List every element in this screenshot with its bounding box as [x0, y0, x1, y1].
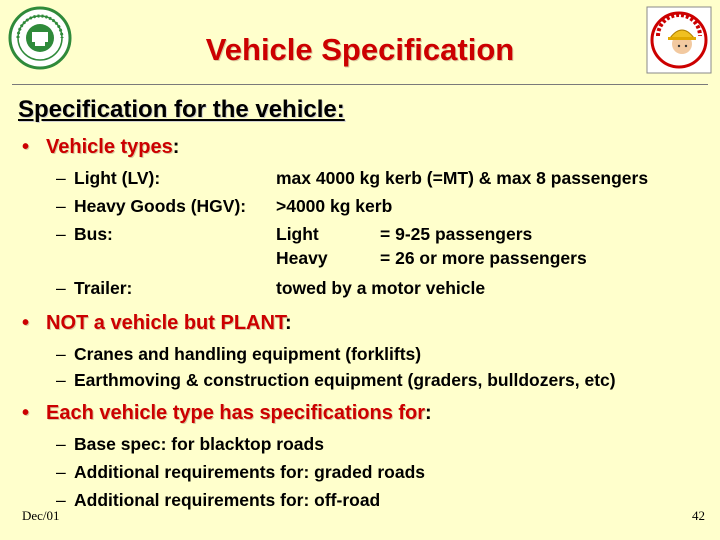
spec-item: Additional requirements for: off-road	[74, 490, 381, 510]
slide-title: Vehicle Specification	[205, 32, 515, 67]
dash-marker: –	[56, 196, 66, 216]
bullet-specifications	[22, 402, 432, 425]
page-number: 42	[692, 508, 705, 523]
dash-marker: –	[56, 168, 66, 188]
vehicle-type-label: Heavy Goods (HGV):	[74, 196, 247, 216]
bus-class-value: = 9-25 passengers	[380, 224, 533, 244]
vehicle-type-label: Light (LV):	[74, 168, 161, 188]
bullet-colon: :	[284, 312, 292, 334]
footer-date: Dec/01	[22, 508, 60, 523]
bus-class-value: = 26 or more passengers	[380, 248, 587, 268]
bullet-colon: :	[425, 402, 432, 424]
bullet-marker: •	[22, 312, 30, 334]
bullet-marker: •	[22, 402, 30, 424]
vehicle-type-value: towed by a motor vehicle	[276, 278, 486, 298]
dash-marker: –	[56, 462, 66, 482]
bullet-not-a-vehicle	[22, 312, 292, 335]
bullet-colon: :	[172, 136, 180, 158]
dash-marker: –	[56, 370, 66, 390]
dash-marker: –	[56, 344, 66, 364]
title-divider	[12, 84, 708, 85]
vehicle-type-label: Bus:	[74, 224, 113, 244]
bullet-vehicle-types	[22, 136, 179, 159]
dash-marker: –	[56, 278, 66, 298]
bus-class-label: Heavy	[276, 248, 328, 268]
bullet-label: NOT a vehicle but PLANT	[46, 312, 285, 334]
dash-marker: –	[56, 490, 66, 510]
vehicle-type-value: max 4000 kg kerb (=MT) & max 8 passengers	[276, 168, 649, 188]
spec-item: Additional requirements for: graded roads	[74, 462, 426, 482]
bullet-label: Vehicle types	[46, 136, 173, 158]
spec-item: Base spec: for blacktop roads	[74, 434, 324, 454]
vehicle-type-label: Trailer:	[74, 278, 133, 298]
plant-item: Earthmoving & construction equipment (graders, bulldozers, etc)	[74, 370, 616, 390]
bus-class-label: Light	[276, 224, 319, 244]
dash-marker: –	[56, 224, 66, 244]
slide-subtitle: Specification for the vehicle:	[18, 96, 345, 123]
bullet-marker: •	[22, 136, 30, 158]
dash-marker: –	[56, 434, 66, 454]
plant-item: Cranes and handling equipment (forklifts)	[74, 344, 422, 364]
bullet-label: Each vehicle type has specifications for	[46, 402, 426, 424]
vehicle-type-value: >4000 kg kerb	[276, 196, 393, 216]
